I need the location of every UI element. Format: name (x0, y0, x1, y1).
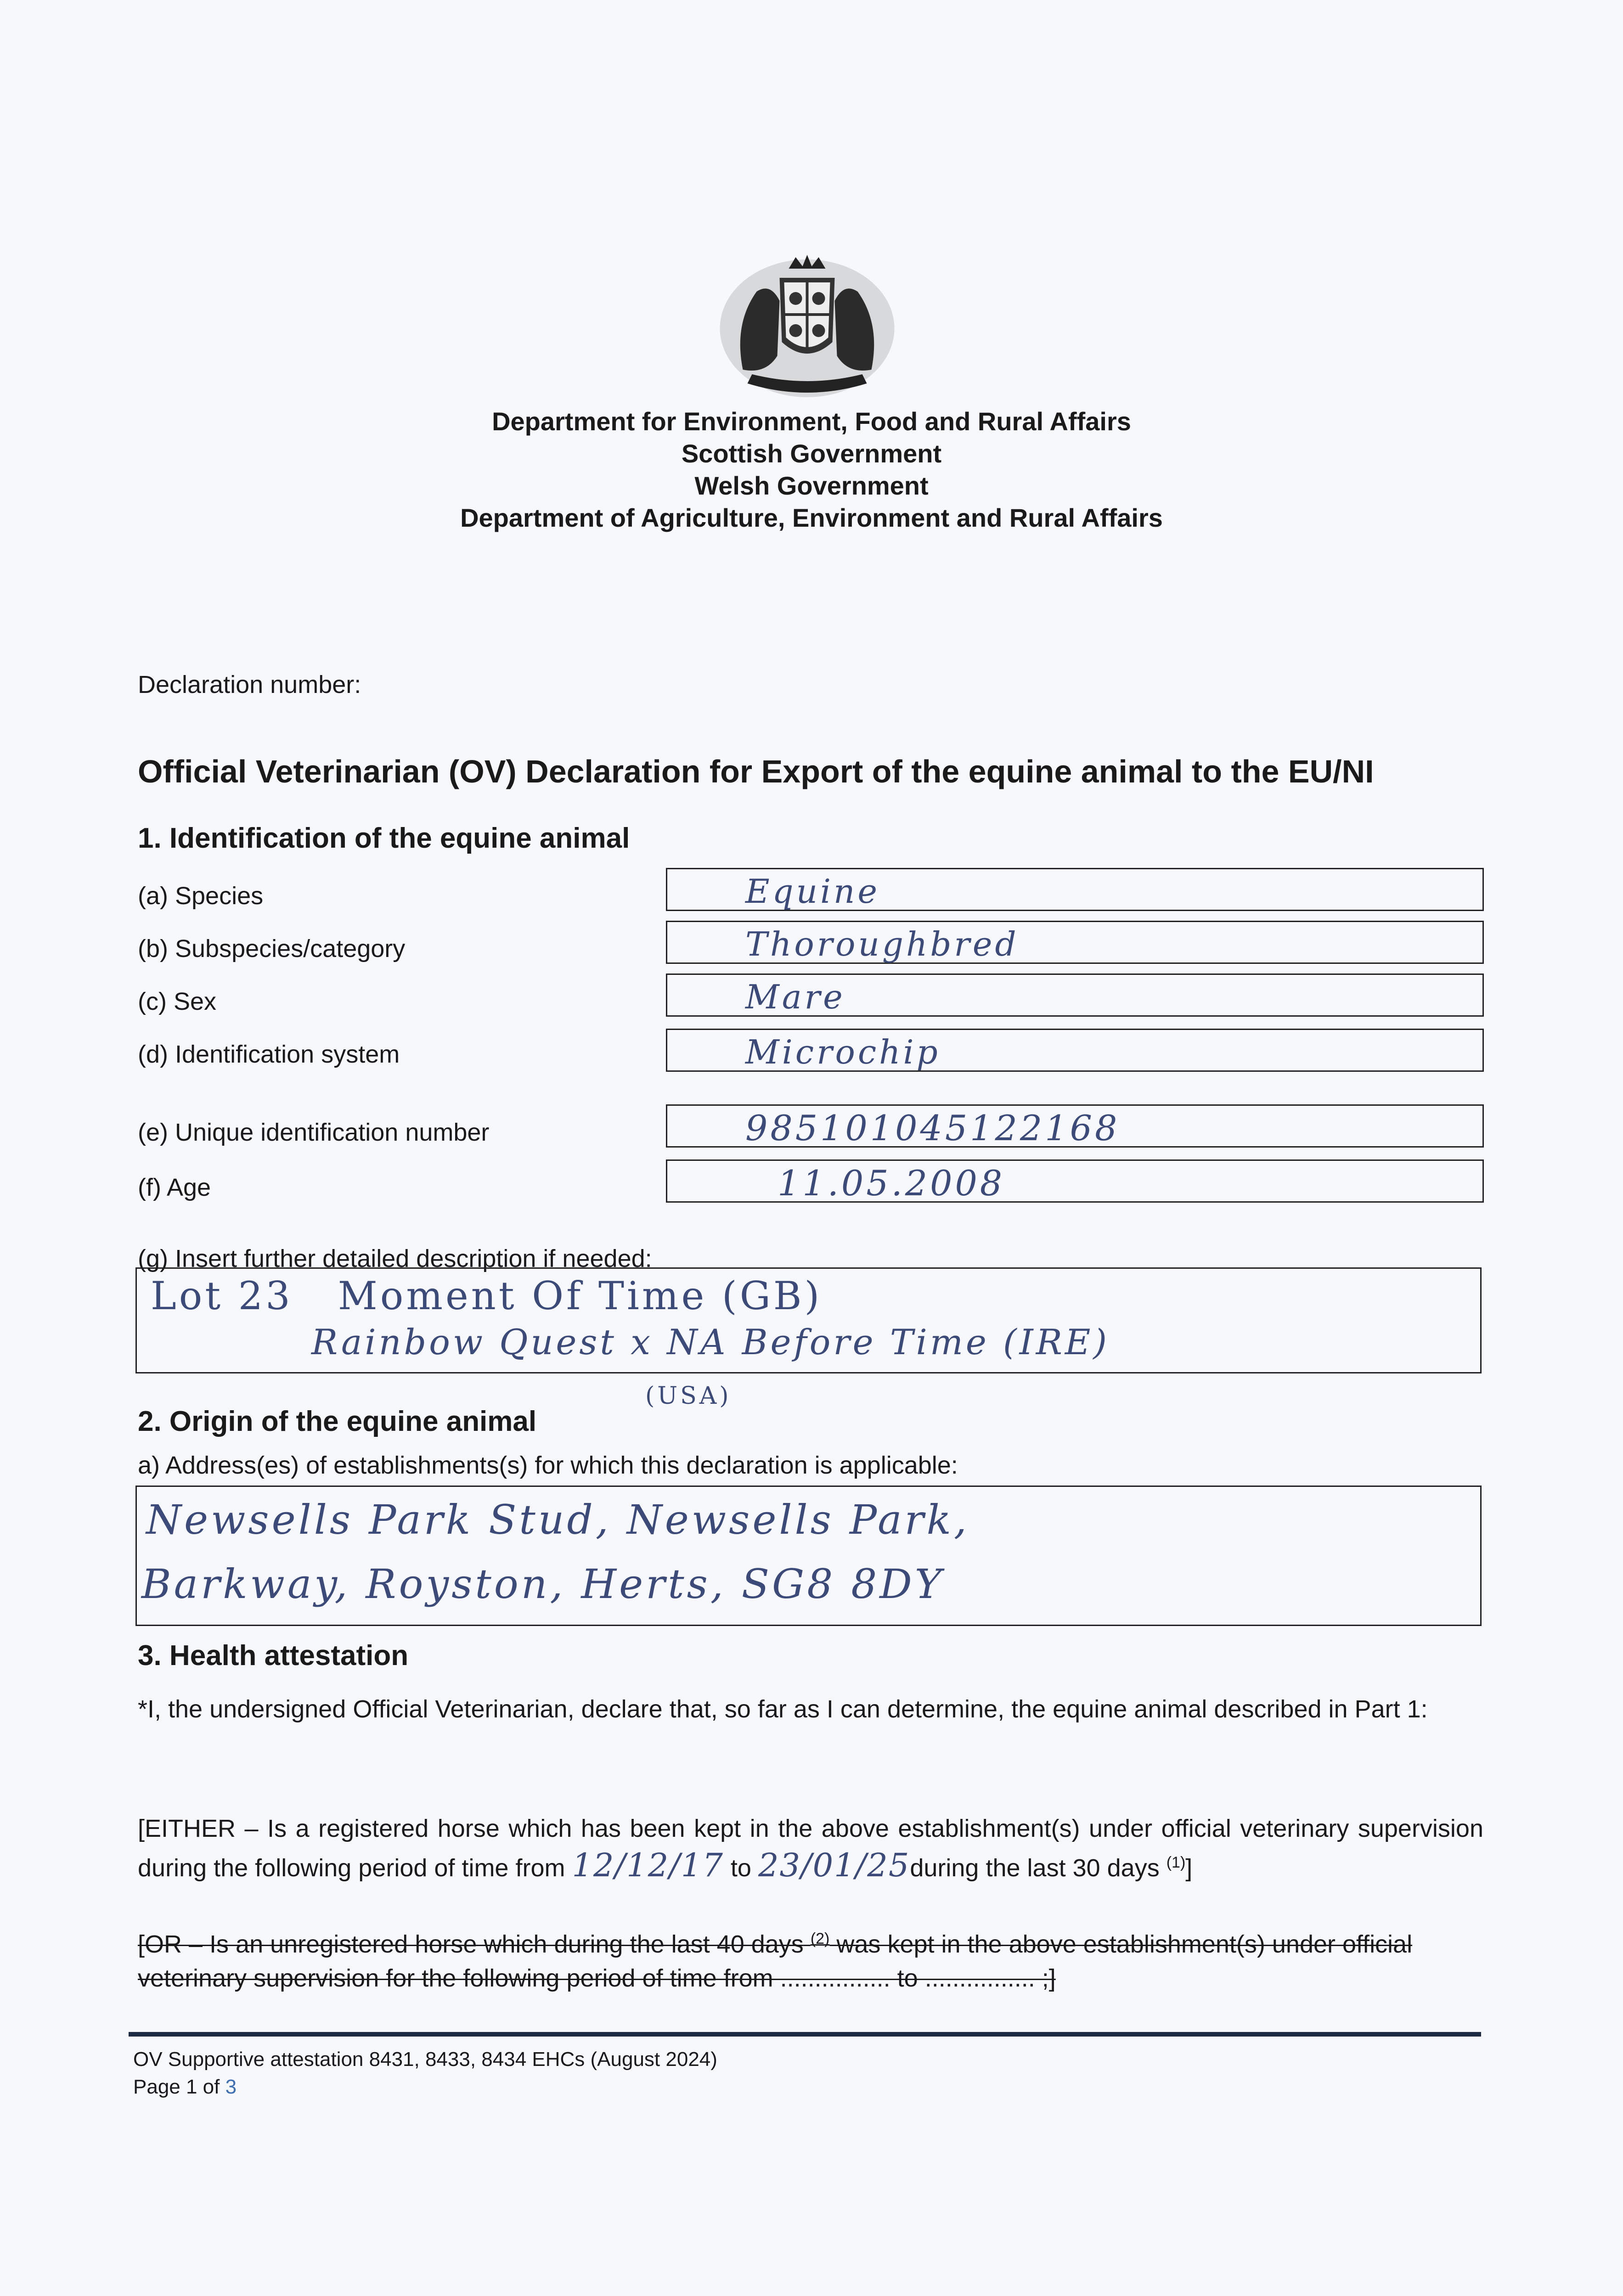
or-text-b: was kept in the above establishment(s) under official veterinary supervision for the following period of time from ................ to ................ ;] (138, 1930, 1413, 1992)
subspecies-value: Thoroughbred (745, 925, 1019, 963)
field-label-uin: (e) Unique identification number (138, 1119, 490, 1146)
section2-heading: 2. Origin of the equine animal (138, 1406, 537, 1437)
attestation-intro: *I, the undersigned Official Veterinarian, declare that, so far as I can determine, the equine animal described in Part 1: (138, 1695, 1428, 1723)
section3-heading: 3. Health attestation (138, 1640, 409, 1671)
page-prefix: Page 1 of (133, 2076, 225, 2098)
address-label: a) Address(es) of establishments(s) for which this declaration is applicable: (138, 1452, 958, 1479)
page-total: 3 (225, 2076, 237, 2098)
age-value: 11.05.2008 (778, 1163, 1005, 1204)
address-line: Barkway, Royston, Herts, SG8 8DY (141, 1560, 944, 1608)
to-date: 23/01/25 (758, 1846, 910, 1884)
field-label-subspecies: (b) Subspecies/category (138, 935, 406, 962)
further-description-field[interactable] (135, 1267, 1482, 1373)
sex-field[interactable] (666, 974, 1484, 1017)
field-label-species: (a) Species (138, 882, 264, 910)
species-field[interactable] (666, 868, 1484, 911)
either-end: ] (1185, 1854, 1193, 1882)
either-text-b: during the last 30 days (910, 1854, 1160, 1882)
org-line: Department for Environment, Food and Rural Affairs (492, 407, 1131, 436)
id-system-value: Microchip (745, 1033, 941, 1071)
address-field[interactable] (135, 1486, 1482, 1626)
footer-divider (129, 2032, 1481, 2037)
or-text-a: [OR – Is an unregistered horse which during the last 40 days (138, 1930, 804, 1958)
further-description-line: Rainbow Quest x NA Before Time (IRE) (311, 1322, 1110, 1362)
sex-value: Mare (745, 978, 845, 1016)
footnote-ref: (1) (1166, 1854, 1186, 1871)
uin-field[interactable] (666, 1104, 1484, 1148)
document-title: Official Veterinarian (OV) Declaration for Export of the equine animal to the EU/NI (138, 754, 1374, 789)
org-line: Department of Agriculture, Environment and Rural Affairs (460, 503, 1163, 532)
footer-attestation: OV Supportive attestation 8431, 8433, 8434 EHCs (August 2024) (133, 2048, 717, 2071)
field-label-sex: (c) Sex (138, 988, 217, 1015)
either-text-a: [EITHER – Is a registered horse which has been kept in the above establishment(s) under official veterinary supervision during the following period of time from (138, 1815, 1483, 1882)
org-line: Scottish Government (681, 439, 942, 468)
further-description-line: Lot 23 Moment Of Time (GB) (151, 1273, 823, 1318)
address-line: Newsells Park Stud, Newsells Park, (146, 1496, 969, 1543)
age-field[interactable] (666, 1159, 1484, 1203)
id-system-field[interactable] (666, 1029, 1484, 1072)
org-line: Welsh Government (694, 471, 929, 500)
further-description-label: (g) Insert further detailed description if needed: (138, 1245, 652, 1272)
section1-heading: 1. Identification of the equine animal (138, 822, 630, 854)
or-clause (138, 1922, 1479, 1995)
species-value: Equine (745, 872, 880, 911)
to-word: to (730, 1854, 751, 1882)
footer-page (133, 2076, 237, 2099)
field-label-age: (f) Age (138, 1174, 211, 1201)
footnote-ref: (2) (810, 1930, 830, 1947)
royal-coat-of-arms-icon (714, 250, 900, 402)
from-date: 12/12/17 (572, 1846, 724, 1884)
further-description-note: (USA) (645, 1382, 732, 1410)
subspecies-field[interactable] (666, 921, 1484, 964)
uin-value: 985101045122168 (745, 1108, 1120, 1148)
field-label-id-system: (d) Identification system (138, 1041, 400, 1068)
either-clause (138, 1812, 1483, 1885)
declaration-number-label: Declaration number: (138, 671, 361, 698)
